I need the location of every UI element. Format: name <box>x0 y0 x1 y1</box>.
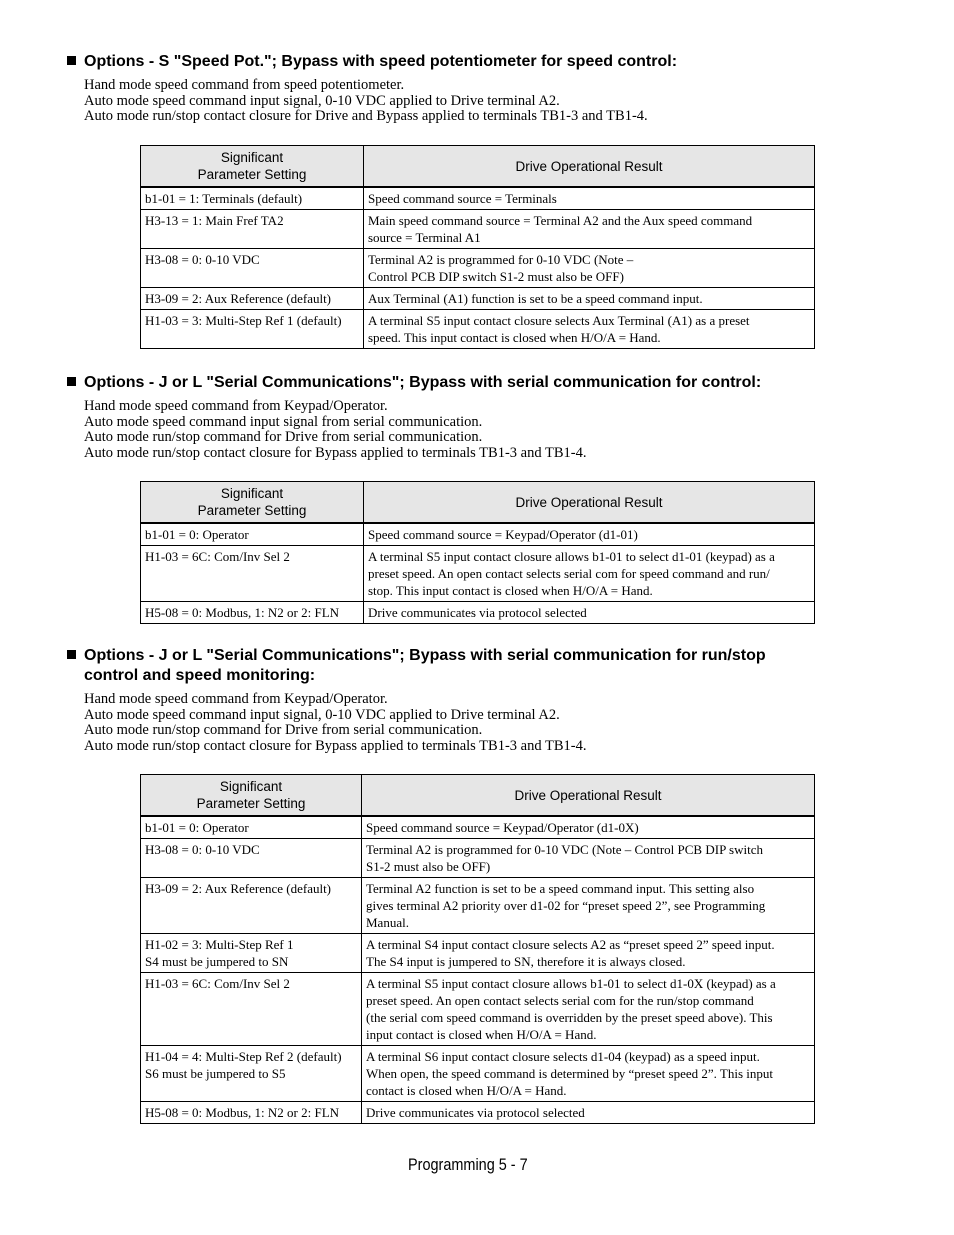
parameter-table <box>140 481 815 624</box>
table-row <box>141 523 815 546</box>
parameter-cell <box>141 839 362 878</box>
table-row <box>141 187 815 210</box>
cell-line: speed. This input contact is closed when H/O/A = Hand. <box>368 330 661 345</box>
section-heading <box>84 646 844 686</box>
result-cell <box>362 839 815 878</box>
cell-line: H1-03 = 3: Multi-Step Ref 1 (default) <box>145 313 342 328</box>
cell-line: H1-04 = 4: Multi-Step Ref 2 (default) <box>145 1049 342 1064</box>
cell-line: Speed command source = Keypad/Operator (d1-0X) <box>366 820 639 835</box>
cell-line: Terminal A2 is programmed for 0-10 VDC (Note – Control PCB DIP switch <box>366 842 764 857</box>
cell-line: gives terminal A2 priority over d1-02 for “preset speed 2”, see Programming <box>366 898 766 913</box>
cell-line: H5-08 = 0: Modbus, 1: N2 or 2: FLN <box>145 1105 340 1120</box>
parameter-cell <box>141 934 362 973</box>
cell-line: preset speed. An open contact selects serial com for the run/stop command <box>366 993 754 1008</box>
table-row <box>141 310 815 349</box>
header-parameter-setting <box>141 146 364 188</box>
result-cell <box>362 816 815 839</box>
result-cell <box>362 973 815 1046</box>
result-cell <box>364 187 815 210</box>
cell-line: H3-09 = 2: Aux Reference (default) <box>145 291 332 306</box>
intro-line: Auto mode speed command input signal, 0-10 VDC applied to Drive terminal A2. <box>84 706 560 723</box>
cell-line: Manual. <box>366 915 409 930</box>
parameter-cell <box>141 523 364 546</box>
cell-line: H5-08 = 0: Modbus, 1: N2 or 2: FLN <box>145 605 340 620</box>
cell-line: S6 must be jumpered to S5 <box>145 1066 286 1081</box>
parameter-cell <box>141 602 364 624</box>
section-speed-pot <box>84 52 844 125</box>
parameter-cell <box>141 816 362 839</box>
header-text: Significant <box>219 779 283 794</box>
result-cell <box>362 1046 815 1102</box>
cell-line: A terminal S4 input contact closure selects A2 as “preset speed 2” speed input. <box>366 937 775 952</box>
result-cell <box>364 249 815 288</box>
cell-line: Main speed command source = Terminal A2 and the Aux speed command <box>368 213 753 228</box>
parameter-cell <box>141 546 364 602</box>
table-header-row <box>141 146 815 188</box>
heading-text: Options - J or L "Serial Communications"; Bypass with serial communication for control: <box>84 374 762 391</box>
intro-line: Auto mode run/stop contact closure for Bypass applied to terminals TB1-3 and TB1-4. <box>84 737 587 754</box>
table-header-row <box>141 775 815 817</box>
cell-line: source = Terminal A1 <box>368 230 481 245</box>
cell-line: b1-01 = 1: Terminals (default) <box>145 191 303 206</box>
cell-line: S4 must be jumpered to SN <box>145 954 289 969</box>
result-cell <box>362 934 815 973</box>
cell-line: A terminal S5 input contact closure selects Aux Terminal (A1) as a preset <box>368 313 750 328</box>
table-row <box>141 839 815 878</box>
intro-text <box>84 399 844 461</box>
cell-line: H1-03 = 6C: Com/Inv Sel 2 <box>145 976 290 991</box>
cell-line: Control PCB DIP switch S1-2 must also be OFF) <box>368 269 624 284</box>
cell-line: Speed command source = Terminals <box>368 191 557 206</box>
cell-line: Terminal A2 is programmed for 0-10 VDC (Note – <box>368 252 634 267</box>
cell-line: Drive communicates via protocol selected <box>368 605 587 620</box>
heading-text: Options - S "Speed Pot."; Bypass with speed potentiometer for speed control: <box>84 53 678 70</box>
parameter-table <box>140 145 815 349</box>
parameter-table <box>140 774 815 1124</box>
intro-line: Hand mode speed command from speed potentiometer. <box>84 77 405 93</box>
cell-line: Drive communicates via protocol selected <box>366 1105 585 1120</box>
cell-line: H3-13 = 1: Main Fref TA2 <box>145 213 284 228</box>
parameter-cell <box>141 1046 362 1102</box>
cell-line: b1-01 = 0: Operator <box>145 527 249 542</box>
header-text: Significant <box>220 486 284 501</box>
table-header-row <box>141 482 815 524</box>
intro-text <box>84 692 844 754</box>
result-cell <box>364 288 815 310</box>
result-cell <box>362 878 815 934</box>
heading-text: Options - J or L "Serial Communications"; Bypass with serial communication for run/stop <box>84 647 766 664</box>
section-serial-runstop <box>84 646 844 754</box>
cell-line: The S4 input is jumpered to SN, therefore it is always closed. <box>366 954 686 969</box>
header-drive-operational-result: Drive Operational Result <box>364 146 815 188</box>
cell-line: Terminal A2 function is set to be a speed command input. This setting also <box>366 881 755 896</box>
intro-line: Hand mode speed command from Keypad/Operator. <box>84 691 388 707</box>
cell-line: (the serial com speed command is overridden by the preset speed above). This <box>366 1010 773 1025</box>
table-row <box>141 878 815 934</box>
intro-line: Hand mode speed command from Keypad/Operator. <box>84 398 388 414</box>
cell-line: b1-01 = 0: Operator <box>145 820 249 835</box>
cell-line: H3-09 = 2: Aux Reference (default) <box>145 881 332 896</box>
table-row <box>141 288 815 310</box>
cell-line: Speed command source = Keypad/Operator (d1-01) <box>368 527 638 542</box>
parameter-cell <box>141 187 364 210</box>
intro-line: Auto mode speed command input signal, 0-10 VDC applied to Drive terminal A2. <box>84 92 560 109</box>
table-row <box>141 973 815 1046</box>
section-heading <box>84 52 844 72</box>
parameter-cell <box>141 288 364 310</box>
square-bullet-icon <box>67 56 76 65</box>
cell-line: H3-08 = 0: 0-10 VDC <box>145 842 260 857</box>
header-drive-operational-result: Drive Operational Result <box>364 482 815 524</box>
page-footer: Programming 5 - 7 <box>408 1155 528 1174</box>
cell-line: A terminal S5 input contact closure allows b1-01 to select d1-01 (keypad) as a <box>368 549 775 564</box>
cell-line: contact is closed when H/O/A = Hand. <box>366 1083 567 1098</box>
cell-line: When open, the speed command is determined by “preset speed 2”. This input <box>366 1066 773 1081</box>
result-cell <box>364 546 815 602</box>
table-row <box>141 816 815 839</box>
intro-line: Auto mode run/stop contact closure for Bypass applied to terminals TB1-3 and TB1-4. <box>84 444 587 461</box>
cell-line: Aux Terminal (A1) function is set to be a speed command input. <box>368 291 703 306</box>
parameter-cell <box>141 249 364 288</box>
cell-line: stop. This input contact is closed when H/O/A = Hand. <box>368 583 653 598</box>
header-drive-operational-result: Drive Operational Result <box>362 775 815 817</box>
parameter-cell <box>141 878 362 934</box>
parameter-cell <box>141 973 362 1046</box>
cell-line: input contact is closed when H/O/A = Hand. <box>366 1027 597 1042</box>
parameter-cell <box>141 210 364 249</box>
heading-text: control and speed monitoring: <box>84 667 316 684</box>
header-parameter-setting <box>141 775 362 817</box>
table-row <box>141 1102 815 1124</box>
section-serial-control <box>84 373 844 461</box>
square-bullet-icon <box>67 650 76 659</box>
section-heading <box>84 373 844 393</box>
cell-line: H1-03 = 6C: Com/Inv Sel 2 <box>145 549 290 564</box>
result-cell <box>362 1102 815 1124</box>
cell-line: A terminal S5 input contact closure allows b1-01 to select d1-0X (keypad) as a <box>366 976 776 991</box>
cell-line: H3-08 = 0: 0-10 VDC <box>145 252 260 267</box>
cell-line: A terminal S6 input contact closure selects d1-04 (keypad) as a speed input. <box>366 1049 760 1064</box>
header-text: Parameter Setting <box>197 503 307 518</box>
header-text: Parameter Setting <box>197 167 307 182</box>
result-cell <box>364 210 815 249</box>
result-cell <box>364 523 815 546</box>
intro-line: Auto mode run/stop contact closure for Drive and Bypass applied to terminals TB1-3 and TB1-4. <box>84 108 648 124</box>
table-row <box>141 934 815 973</box>
table-row <box>141 1046 815 1102</box>
table-row <box>141 602 815 624</box>
table-row <box>141 546 815 602</box>
header-parameter-setting <box>141 482 364 524</box>
intro-line: Auto mode run/stop command for Drive from serial communication. <box>84 429 483 445</box>
cell-line: H1-02 = 3: Multi-Step Ref 1 <box>145 937 294 952</box>
table-row <box>141 210 815 249</box>
intro-line: Auto mode run/stop command for Drive from serial communication. <box>84 722 483 738</box>
intro-text <box>84 78 844 125</box>
parameter-cell <box>141 310 364 349</box>
result-cell <box>364 310 815 349</box>
result-cell <box>364 602 815 624</box>
intro-line: Auto mode speed command input signal from serial communication. <box>84 413 483 430</box>
table-row <box>141 249 815 288</box>
header-text: Parameter Setting <box>196 796 306 811</box>
cell-line: S1-2 must also be OFF) <box>366 859 491 874</box>
header-text: Significant <box>220 150 284 165</box>
parameter-cell <box>141 1102 362 1124</box>
cell-line: preset speed. An open contact selects serial com for speed command and run/ <box>368 566 770 581</box>
square-bullet-icon <box>67 377 76 386</box>
